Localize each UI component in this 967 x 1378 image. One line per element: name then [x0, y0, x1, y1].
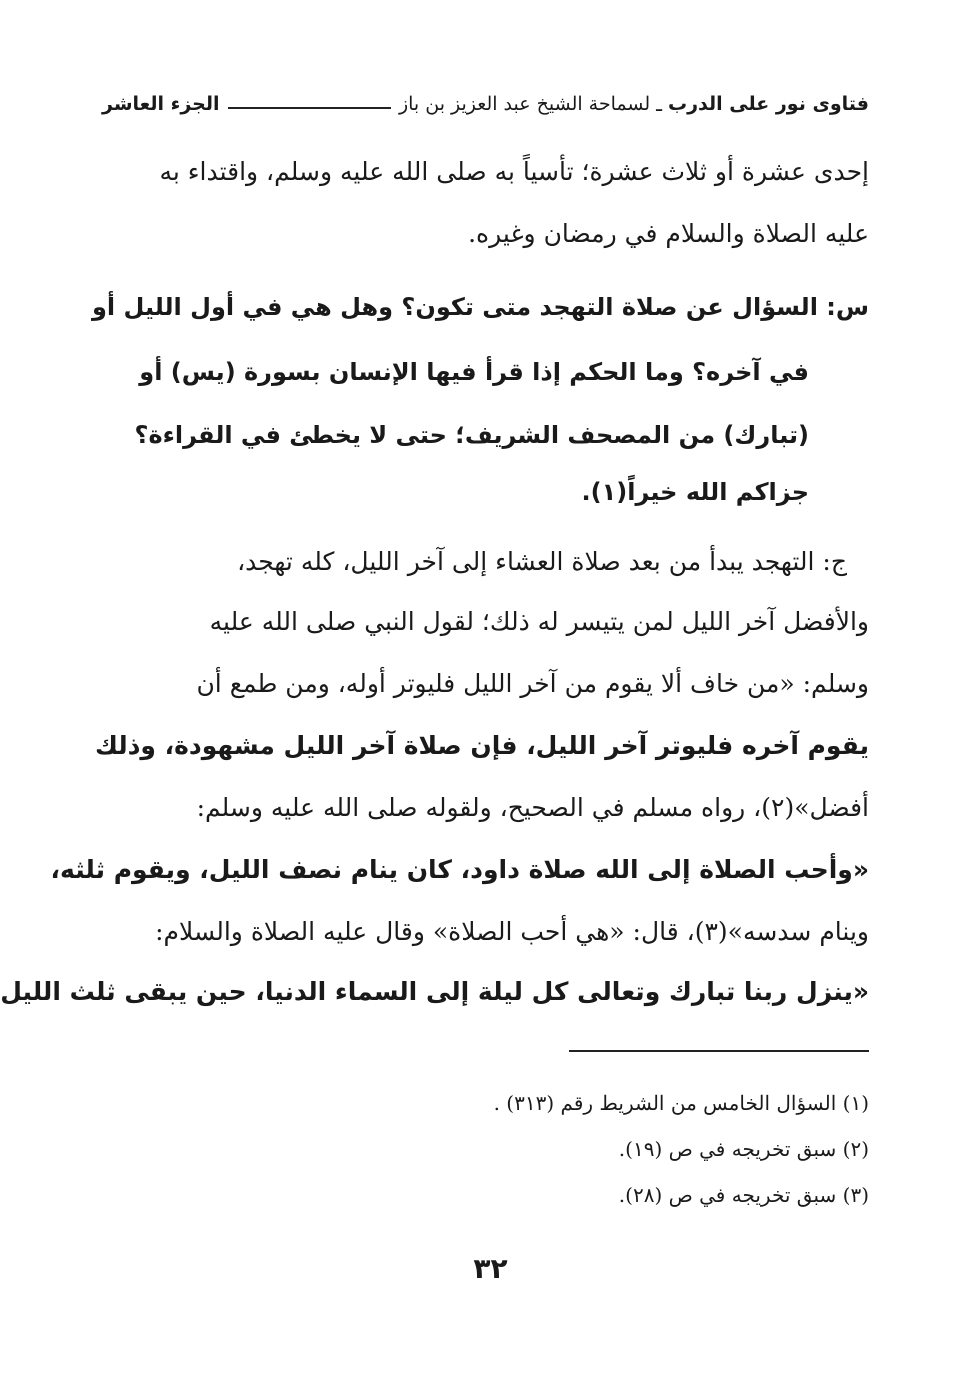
author-name: لسماحة الشيخ عبد العزيز بن باز — [398, 93, 651, 115]
header-dash: ـ — [656, 92, 662, 116]
footnote-separator — [569, 1050, 869, 1052]
page-number: ٣٢ — [473, 1252, 508, 1285]
part-title: الجزء العاشر — [102, 93, 220, 115]
question-line: جزاكم الله خيراً(١). — [581, 478, 809, 506]
hadith-line: «وأحب الصلاة إلى الله صلاة داود، كان ينام نصف الليل، ويقوم ثلثه، — [50, 855, 869, 884]
footnote: (٢) سبق تخريجه في ص (١٩). — [618, 1137, 869, 1161]
question-line: في آخره؟ وما الحكم إذا قرأ فيها الإنسان بسورة (يس) أو — [139, 358, 809, 386]
answer-line: ج: التهجد يبدأ من بعد صلاة العشاء إلى آخر الليل، كله تهجد، — [237, 547, 847, 576]
question-line: (تبارك) من المصحف الشريف؛ حتى لا يخطئ في القراءة؟ — [134, 421, 809, 449]
text-line: إحدى عشرة أو ثلاث عشرة؛ تأسياً به صلى الله عليه وسلم، واقتداء به — [159, 157, 869, 186]
main-text — [0, 145, 869, 1045]
answer-line: وسلم: «من خاف ألا يقوم من آخر الليل فليوتر أوله، ومن طمع أن — [196, 669, 869, 698]
footnote: (٣) سبق تخريجه في ص (٢٨). — [618, 1183, 869, 1207]
hadith-line: يقوم آخره فليوتر آخر الليل، فإن صلاة آخر الليل مشهودة، وذلك — [94, 731, 869, 760]
text-line: عليه الصلاة والسلام في رمضان وغيره. — [468, 219, 869, 248]
answer-line: وينام سدسه»(٣)، قال: «هي أحب الصلاة» وقال عليه الصلاة والسلام: — [155, 917, 869, 946]
question-line: س: السؤال عن صلاة التهجد متى تكون؟ وهل هي في أول الليل أو — [92, 293, 869, 321]
running-header — [102, 84, 869, 124]
book-title: فتاوى نور على الدرب — [668, 93, 869, 115]
footnote: (١) السؤال الخامس من الشريط رقم (٣١٣) . — [493, 1091, 869, 1115]
answer-line: والأفضل آخر الليل لمن يتيسر له ذلك؛ لقول النبي صلى الله عليه — [209, 607, 869, 636]
answer-line: أفضل»(٢)، رواه مسلم في الصحيح، ولقوله صلى الله عليه وسلم: — [196, 793, 869, 822]
header-rule — [228, 107, 391, 109]
footnotes — [102, 1080, 869, 1218]
hadith-line: «ينزل ربنا تبارك وتعالى كل ليلة إلى السماء الدنيا، حين يبقى ثلث الليل — [0, 977, 869, 1006]
